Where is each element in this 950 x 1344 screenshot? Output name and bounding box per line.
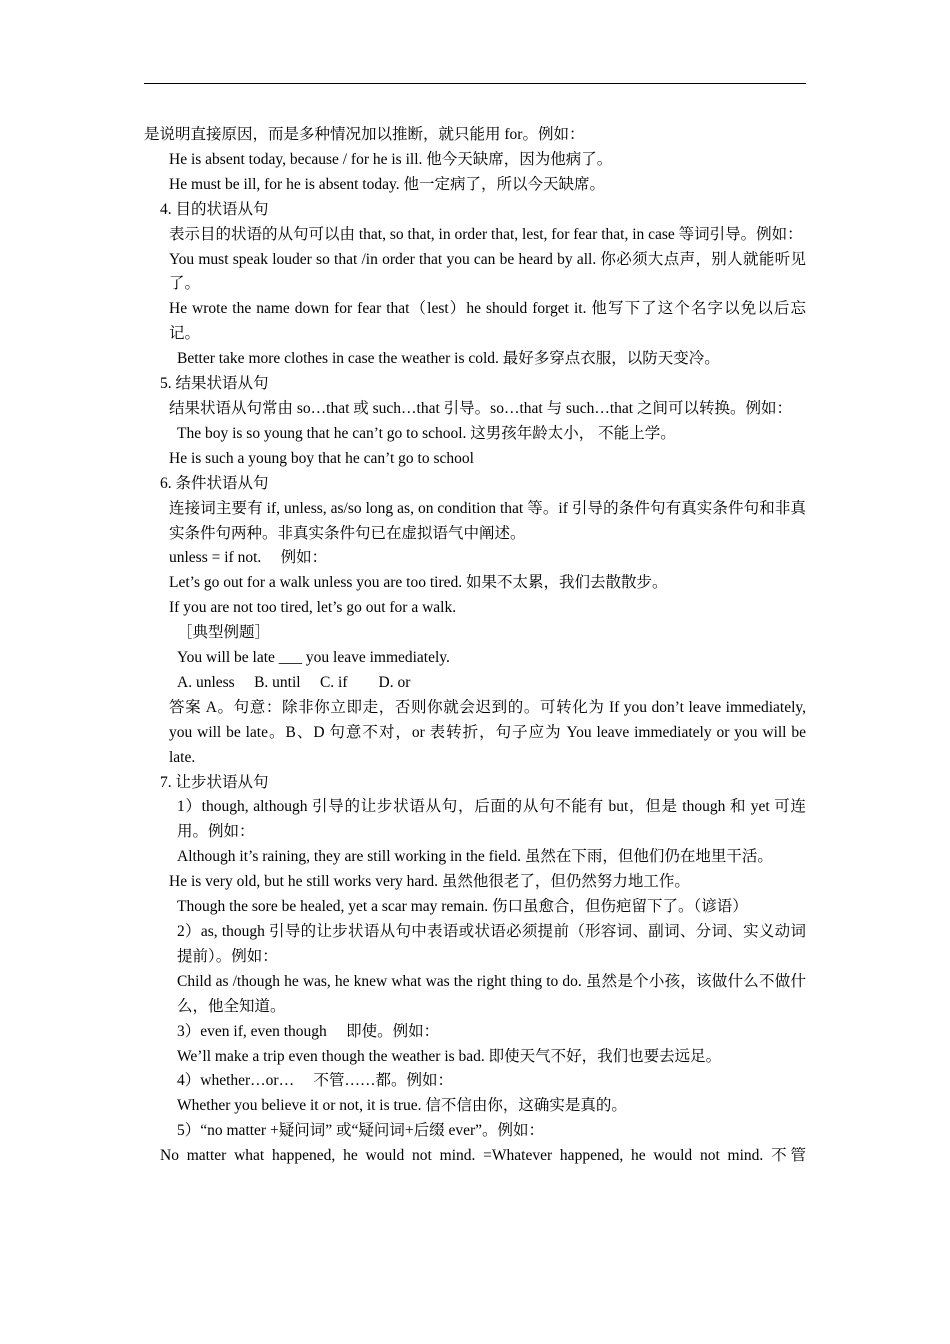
example-sentence: He must be ill, for he is absent today. 他一定病了，所以今天缺席。 [169, 175, 605, 193]
section-heading: 5. 结果状语从句 [160, 375, 269, 393]
example-sentence: Though the sore be healed, yet a scar may remain. 伤口虽愈合，但伤疤留下了。（谚语） [177, 898, 748, 916]
example-sentence: We’ll make a trip even though the weather is bad. 即使天气不好，我们也要去远足。 [177, 1047, 722, 1065]
paragraph: 5）“no matter +疑问词” 或“疑问词+后缀 ever”。例如： [177, 1122, 545, 1140]
example-sentence: Better take more clothes in case the weather is cold. 最好多穿点衣服，以防天变冷。 [177, 350, 720, 368]
example-sentence: Although it’s raining, they are still working in the field. 虽然在下雨，但他们仍在地里干活。 [177, 848, 773, 866]
example-sentence: He is absent today, because / for he is ill. 他今天缺席，因为他病了。 [169, 150, 613, 168]
answer-explanation: 答案 A。句意：除非你立即走，否则你就会迟到的。可转化为 If you don’t leave immediately, you will be late。B、D 句意不对，or 表转折，句子应为 You leave immediately or you will be late. [169, 698, 806, 766]
header-rule [144, 83, 806, 84]
paragraph: 是说明直接原因，而是多种情况加以推断，就只能用 for。例如： [144, 126, 585, 143]
example-sentence: He is very old, but he still works very hard. 虽然他很老了，但仍然努力地工作。 [169, 873, 690, 891]
example-sentence: He is such a young boy that he can’t go to school [169, 449, 474, 467]
paragraph: 结果状语从句常由 so…that 或 such…that 引导。so…that 与 such…that 之间可以转换。例如： [169, 399, 792, 417]
paragraph: 连接词主要有 if, unless, as/so long as, on condition that 等。if 引导的条件句有真实条件句和非真实条件句两种。非真实条件句已在虚拟语气中阐述。 [169, 499, 806, 542]
paragraph: 1）though, although 引导的让步状语从句，后面的从句不能有 but，但是 though 和 yet 可连用。例如： [177, 798, 806, 841]
section-heading: 7. 让步状语从句 [160, 773, 269, 791]
example-label: ［典型例题］ [177, 624, 271, 642]
example-sentence: No matter what happened, he would not mind. =Whatever happened, he would not mind. 不管 [160, 1147, 806, 1165]
example-sentence: The boy is so young that he can’t go to school. 这男孩年龄太小， 不能上学。 [177, 424, 676, 442]
example-sentence: Child as /though he was, he knew what was the right thing to do. 虽然是个小孩，该做什么不做什么，他全知道。 [177, 972, 806, 1015]
section-heading: 6. 条件状语从句 [160, 474, 269, 492]
exercise-options: A. unless B. until C. if D. or [177, 673, 411, 691]
paragraph: 4）whether…or… 不管……都。例如： [177, 1072, 453, 1090]
example-sentence: If you are not too tired, let’s go out for a walk. [169, 599, 457, 617]
document-body [144, 123, 806, 1169]
paragraph: 表示目的状语的从句可以由 that, so that, in order that, lest, for fear that, in case 等词引导。例如： [169, 225, 803, 243]
section-heading: 4. 目的状语从句 [160, 200, 269, 218]
paragraph: 3）even if, even though 即使。例如： [177, 1022, 440, 1040]
example-sentence: Let’s go out for a walk unless you are too tired. 如果不太累，我们去散散步。 [169, 574, 668, 592]
example-sentence: He wrote the name down for fear that（lest）he should forget it. 他写下了这个名字以免以后忘记。 [169, 300, 806, 343]
example-sentence: Whether you believe it or not, it is true. 信不信由你，这确实是真的。 [177, 1097, 627, 1115]
paragraph: 2）as, though 引导的让步状语从句中表语或状语必须提前（形容词、副词、分词、实义动词提前）。例如： [177, 923, 806, 965]
exercise-question: You will be late ___ you leave immediately. [177, 649, 450, 667]
paragraph: unless = if not. 例如： [169, 549, 328, 567]
example-sentence: You must speak louder so that /in order that you can be heard by all. 你必须大点声，别人就能听见了。 [169, 250, 806, 293]
